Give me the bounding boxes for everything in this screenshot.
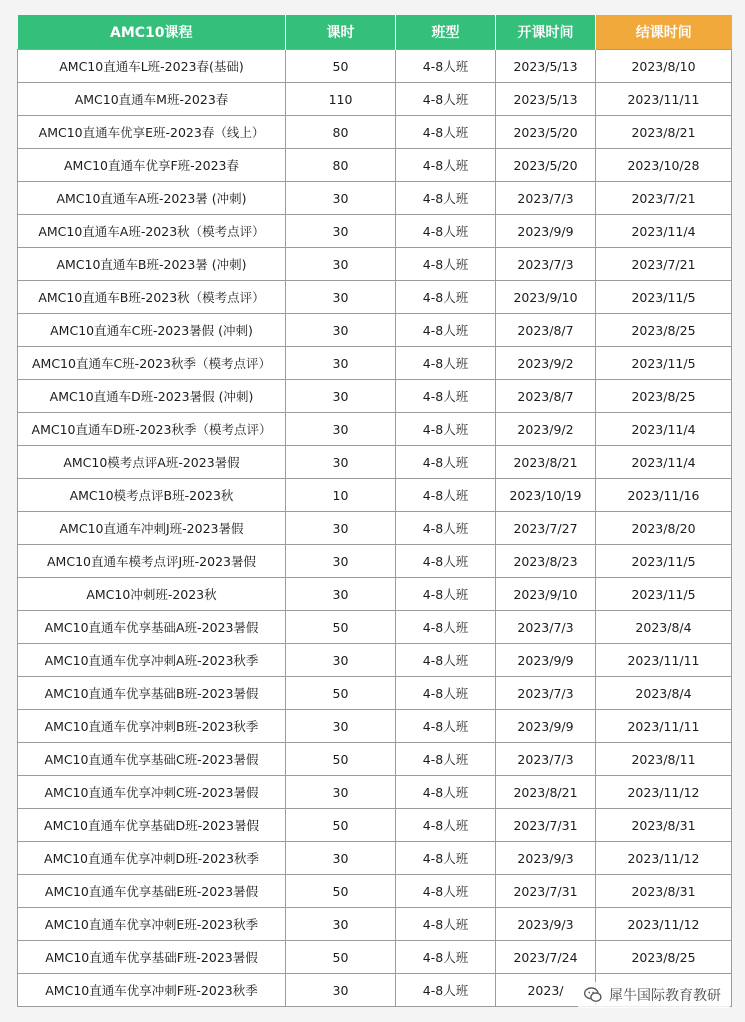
column-header-hours: 课时: [286, 15, 396, 50]
class-type-cell: 4-8人班: [396, 512, 496, 545]
start-date-cell: 2023/7/27: [496, 512, 596, 545]
table-row: [18, 842, 732, 875]
hours-cell: 30: [286, 974, 396, 1007]
start-date-cell: 2023/8/7: [496, 314, 596, 347]
start-date-cell: 2023/9/3: [496, 908, 596, 941]
end-date-cell: 2023/8/4: [596, 611, 732, 644]
hours-cell: 30: [286, 215, 396, 248]
start-date-cell: 2023/: [496, 974, 596, 1007]
class-type-cell: 4-8人班: [396, 677, 496, 710]
table-row: [18, 545, 732, 578]
end-date-cell: 2023/11/4: [596, 215, 732, 248]
class-type-cell: 4-8人班: [396, 809, 496, 842]
table-row: [18, 83, 732, 116]
table-row: [18, 413, 732, 446]
end-date-cell: 2023/11/4: [596, 413, 732, 446]
class-type-cell: 4-8人班: [396, 50, 496, 83]
end-date-cell: 2023/8/21: [596, 116, 732, 149]
table-row: [18, 116, 732, 149]
end-date-cell: 2023/11/5: [596, 347, 732, 380]
watermark: [577, 982, 731, 1008]
course-name-cell: AMC10直通车优享基础B班-2023暑假: [18, 677, 286, 710]
hours-cell: 10: [286, 479, 396, 512]
class-type-cell: 4-8人班: [396, 248, 496, 281]
course-schedule-sheet: [17, 15, 731, 1007]
class-type-cell: 4-8人班: [396, 974, 496, 1007]
course-name-cell: AMC10直通车B班-2023暑 (冲刺): [18, 248, 286, 281]
course-name-cell: AMC10直通车优享冲刺D班-2023秋季: [18, 842, 286, 875]
start-date-cell: 2023/9/3: [496, 842, 596, 875]
course-name-cell: AMC10直通车优享基础D班-2023暑假: [18, 809, 286, 842]
class-type-cell: 4-8人班: [396, 347, 496, 380]
course-name-cell: AMC10直通车B班-2023秋（模考点评）: [18, 281, 286, 314]
course-name-cell: AMC10直通车优享冲刺E班-2023秋季: [18, 908, 286, 941]
start-date-cell: 2023/8/21: [496, 446, 596, 479]
table-row: [18, 281, 732, 314]
table-row: [18, 479, 732, 512]
class-type-cell: 4-8人班: [396, 578, 496, 611]
end-date-cell: 2023/11/5: [596, 578, 732, 611]
hours-cell: 30: [286, 248, 396, 281]
end-date-cell: 2023/8/31: [596, 809, 732, 842]
start-date-cell: 2023/10/19: [496, 479, 596, 512]
table-row: [18, 644, 732, 677]
course-name-cell: AMC10直通车冲刺J班-2023暑假: [18, 512, 286, 545]
table-row: [18, 347, 732, 380]
class-type-cell: 4-8人班: [396, 875, 496, 908]
hours-cell: 30: [286, 776, 396, 809]
table-row: [18, 809, 732, 842]
course-name-cell: AMC10直通车优享E班-2023春（线上）: [18, 116, 286, 149]
hours-cell: 80: [286, 116, 396, 149]
hours-cell: 50: [286, 677, 396, 710]
table-row: [18, 941, 732, 974]
table-row: [18, 50, 732, 83]
class-type-cell: 4-8人班: [396, 776, 496, 809]
start-date-cell: 2023/9/2: [496, 347, 596, 380]
class-type-cell: 4-8人班: [396, 83, 496, 116]
class-type-cell: 4-8人班: [396, 314, 496, 347]
end-date-cell: 2023/8/31: [596, 875, 732, 908]
course-name-cell: AMC10直通车A班-2023秋（模考点评）: [18, 215, 286, 248]
class-type-cell: 4-8人班: [396, 479, 496, 512]
column-header-course: AMC10课程: [18, 15, 286, 50]
table-row: [18, 611, 732, 644]
start-date-cell: 2023/5/20: [496, 149, 596, 182]
start-date-cell: 2023/9/9: [496, 215, 596, 248]
hours-cell: 50: [286, 611, 396, 644]
hours-cell: 110: [286, 83, 396, 116]
table-row: [18, 743, 732, 776]
end-date-cell: 2023/8/11: [596, 743, 732, 776]
column-header-class-type: 班型: [396, 15, 496, 50]
hours-cell: 30: [286, 281, 396, 314]
course-name-cell: AMC10直通车优享基础A班-2023暑假: [18, 611, 286, 644]
course-name-cell: AMC10直通车D班-2023秋季（模考点评）: [18, 413, 286, 446]
course-name-cell: AMC10直通车优享F班-2023春: [18, 149, 286, 182]
table-row: [18, 710, 732, 743]
start-date-cell: 2023/7/31: [496, 809, 596, 842]
start-date-cell: 2023/5/13: [496, 50, 596, 83]
table-row: [18, 314, 732, 347]
table-row: [18, 182, 732, 215]
start-date-cell: 2023/7/31: [496, 875, 596, 908]
start-date-cell: 2023/7/3: [496, 182, 596, 215]
class-type-cell: 4-8人班: [396, 281, 496, 314]
start-date-cell: 2023/5/20: [496, 116, 596, 149]
course-name-cell: AMC10直通车C班-2023暑假 (冲刺): [18, 314, 286, 347]
course-name-cell: AMC10直通车A班-2023暑 (冲刺): [18, 182, 286, 215]
table-header-row: [18, 15, 732, 50]
end-date-cell: 2023/11/12: [596, 776, 732, 809]
end-date-cell: 2023/7/21: [596, 248, 732, 281]
start-date-cell: 2023/8/23: [496, 545, 596, 578]
start-date-cell: 2023/8/21: [496, 776, 596, 809]
hours-cell: 30: [286, 908, 396, 941]
wechat-chat-icon: [583, 985, 603, 1005]
end-date-cell: 2023/8/25: [596, 314, 732, 347]
hours-cell: 30: [286, 314, 396, 347]
hours-cell: 50: [286, 50, 396, 83]
table-row: [18, 215, 732, 248]
hours-cell: 30: [286, 842, 396, 875]
table-row: [18, 149, 732, 182]
end-date-cell: 2023/11/4: [596, 446, 732, 479]
table-row: [18, 248, 732, 281]
class-type-cell: 4-8人班: [396, 611, 496, 644]
hours-cell: 30: [286, 413, 396, 446]
class-type-cell: 4-8人班: [396, 941, 496, 974]
hours-cell: 30: [286, 446, 396, 479]
table-row: [18, 875, 732, 908]
start-date-cell: 2023/7/3: [496, 248, 596, 281]
hours-cell: 80: [286, 149, 396, 182]
end-date-cell: 2023/8/20: [596, 512, 732, 545]
course-name-cell: AMC10直通车优享基础F班-2023暑假: [18, 941, 286, 974]
course-name-cell: AMC10冲刺班-2023秋: [18, 578, 286, 611]
hours-cell: 30: [286, 710, 396, 743]
hours-cell: 50: [286, 875, 396, 908]
start-date-cell: 2023/9/2: [496, 413, 596, 446]
hours-cell: 50: [286, 941, 396, 974]
end-date-cell: 2023/11/5: [596, 281, 732, 314]
hours-cell: 30: [286, 347, 396, 380]
table-row: [18, 446, 732, 479]
hours-cell: 50: [286, 743, 396, 776]
end-date-cell: 2023/10/28: [596, 149, 732, 182]
end-date-cell: 2023/11/11: [596, 83, 732, 116]
end-date-cell: 2023/7/21: [596, 182, 732, 215]
hours-cell: 30: [286, 380, 396, 413]
course-name-cell: AMC10模考点评A班-2023暑假: [18, 446, 286, 479]
column-header-start-date: 开课时间: [496, 15, 596, 50]
course-name-cell: AMC10直通车L班-2023春(基础): [18, 50, 286, 83]
course-name-cell: AMC10直通车M班-2023春: [18, 83, 286, 116]
start-date-cell: 2023/9/10: [496, 281, 596, 314]
column-header-end-date: 结课时间: [596, 15, 732, 50]
end-date-cell: 2023/11/16: [596, 479, 732, 512]
end-date-cell: 2023/11/11: [596, 710, 732, 743]
end-date-cell: 2023/8/25: [596, 941, 732, 974]
hours-cell: 30: [286, 578, 396, 611]
course-schedule-table: [17, 15, 732, 1007]
watermark-text: 犀牛国际教育教研: [609, 988, 721, 1004]
end-date-cell: 2023/8/25: [596, 380, 732, 413]
end-date-cell: 2023/11/12: [596, 842, 732, 875]
course-name-cell: AMC10模考点评B班-2023秋: [18, 479, 286, 512]
end-date-cell: 2023/11/11: [596, 644, 732, 677]
course-name-cell: AMC10直通车优享冲刺A班-2023秋季: [18, 644, 286, 677]
start-date-cell: 2023/9/10: [496, 578, 596, 611]
start-date-cell: 2023/7/3: [496, 677, 596, 710]
hours-cell: 30: [286, 545, 396, 578]
table-row: [18, 578, 732, 611]
class-type-cell: 4-8人班: [396, 413, 496, 446]
start-date-cell: 2023/9/9: [496, 644, 596, 677]
course-name-cell: AMC10直通车优享基础E班-2023暑假: [18, 875, 286, 908]
class-type-cell: 4-8人班: [396, 743, 496, 776]
start-date-cell: 2023/7/3: [496, 611, 596, 644]
course-name-cell: AMC10直通车优享冲刺F班-2023秋季: [18, 974, 286, 1007]
class-type-cell: 4-8人班: [396, 446, 496, 479]
start-date-cell: 2023/7/3: [496, 743, 596, 776]
table-row: [18, 776, 732, 809]
class-type-cell: 4-8人班: [396, 842, 496, 875]
class-type-cell: 4-8人班: [396, 710, 496, 743]
table-row: [18, 908, 732, 941]
course-name-cell: AMC10直通车D班-2023暑假 (冲刺): [18, 380, 286, 413]
class-type-cell: 4-8人班: [396, 215, 496, 248]
class-type-cell: 4-8人班: [396, 149, 496, 182]
course-name-cell: AMC10直通车优享基础C班-2023暑假: [18, 743, 286, 776]
class-type-cell: 4-8人班: [396, 644, 496, 677]
class-type-cell: 4-8人班: [396, 182, 496, 215]
class-type-cell: 4-8人班: [396, 116, 496, 149]
hours-cell: 30: [286, 512, 396, 545]
course-name-cell: AMC10直通车优享冲刺B班-2023秋季: [18, 710, 286, 743]
class-type-cell: 4-8人班: [396, 908, 496, 941]
hours-cell: 30: [286, 644, 396, 677]
table-row: [18, 380, 732, 413]
start-date-cell: 2023/5/13: [496, 83, 596, 116]
table-row: [18, 512, 732, 545]
course-name-cell: AMC10直通车优享冲刺C班-2023暑假: [18, 776, 286, 809]
hours-cell: 50: [286, 809, 396, 842]
end-date-cell: 2023/11/12: [596, 908, 732, 941]
start-date-cell: 2023/9/9: [496, 710, 596, 743]
end-date-cell: 2023/8/4: [596, 677, 732, 710]
end-date-cell: 2023/11/5: [596, 545, 732, 578]
end-date-cell: 2023/8/10: [596, 50, 732, 83]
start-date-cell: 2023/8/7: [496, 380, 596, 413]
course-name-cell: AMC10直通车C班-2023秋季（模考点评）: [18, 347, 286, 380]
class-type-cell: 4-8人班: [396, 545, 496, 578]
start-date-cell: 2023/7/24: [496, 941, 596, 974]
table-body: [18, 50, 732, 1007]
table-row: [18, 677, 732, 710]
course-name-cell: AMC10直通车模考点评J班-2023暑假: [18, 545, 286, 578]
class-type-cell: 4-8人班: [396, 380, 496, 413]
hours-cell: 30: [286, 182, 396, 215]
